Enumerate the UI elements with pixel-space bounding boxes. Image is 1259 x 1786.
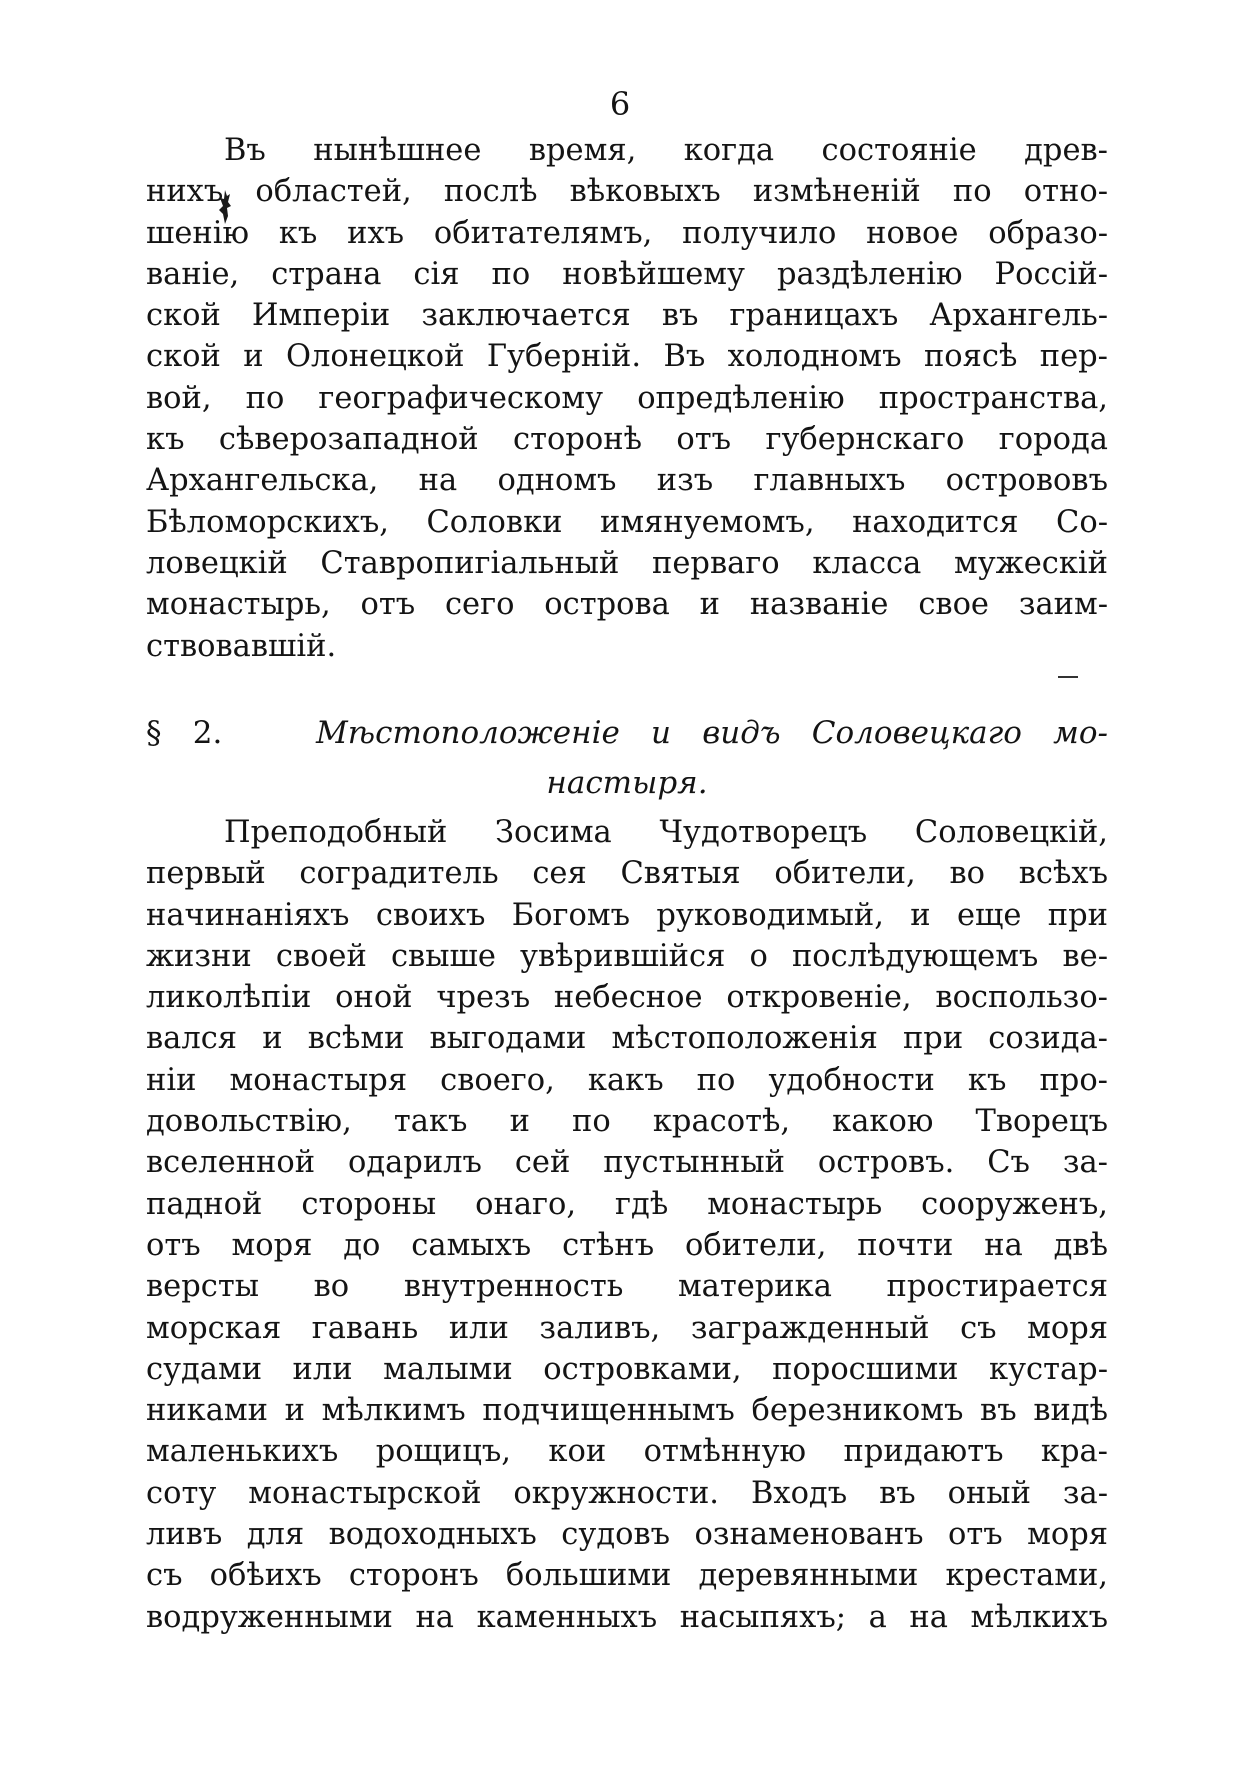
paragraph-2-line: ніи монастыря своего, какъ по удобности къ про- <box>146 1062 1108 1098</box>
dash-mark <box>1058 676 1078 678</box>
paragraph-1-line: ской Имперіи заключается въ границахъ Архангель- <box>146 298 1108 334</box>
paragraph-1-line: ваніе, страна сія по новѣйшему раздѣленію Россій- <box>146 256 1108 292</box>
paragraph-2-line: судами или малыми островками, поросшими кустар- <box>146 1351 1108 1387</box>
section-heading-line-1 <box>146 708 1108 758</box>
page-number: 6 <box>609 85 631 123</box>
paragraph-2-line: вселенной одарилъ сей пустынный островъ. Съ за- <box>146 1145 1108 1181</box>
paragraph-2-line: жизни своей свыше увѣрившійся о послѣдующемъ ве- <box>146 938 1108 974</box>
paragraph-1-line: шенію къ ихъ обитателямъ, получило новое образо- <box>146 215 1108 251</box>
section-number: § 2. <box>146 715 223 751</box>
paragraph-2-line: версты во внутренность материка простирается <box>146 1269 1108 1305</box>
paragraph-1 <box>146 130 1108 667</box>
paragraph-2-line: отъ моря до самыхъ стѣнъ обители, почти на двѣ <box>146 1227 1108 1263</box>
paragraph-2-line: довольствію, такъ и по красотѣ, какою Творецъ <box>146 1104 1108 1140</box>
paragraph-2-line: водруженными на каменныхъ насыпяхъ; а на мѣлкихъ <box>146 1599 1108 1635</box>
paragraph-2-line: съ обѣихъ сторонъ большими деревянными крестами, <box>146 1558 1108 1594</box>
paragraph-2 <box>146 812 1108 1638</box>
paragraph-1-line: Въ нынѣшнее время, когда состояніе древ- <box>224 133 1108 168</box>
paragraph-2-line: ливъ для водоходныхъ судовъ ознаменованъ отъ моря <box>146 1517 1108 1553</box>
paragraph-1-line: къ сѣверозападной сторонѣ отъ губернскаго города <box>146 422 1108 458</box>
paragraph-1-line: монастырь, отъ сего острова и названіе свое заим- <box>146 587 1108 623</box>
paragraph-1-line: ловецкій Ставропигіальный перваго класса мужескій <box>146 545 1108 581</box>
paragraph-1-line: вой, по географическому опредѣленію пространства, <box>146 380 1108 416</box>
paragraph-1-line: Бѣломорскихъ, Соловки имянуемомъ, находится Со- <box>146 504 1108 540</box>
section-heading-line-2: настыря. <box>546 765 708 801</box>
section-title: Мѣстоположеніе и видъ Соловецкаго мо- <box>316 715 1108 751</box>
paragraph-2-line: ликолѣпіи оной чрезъ небесное откровеніе, воспользо- <box>146 980 1108 1016</box>
paragraph-2-line: Преподобный Зосима Чудотворецъ Соловецкій, <box>224 815 1108 850</box>
paragraph-1-line: ствовавшій. <box>146 628 337 664</box>
paragraph-1-line: Архангельска, на одномъ изъ главныхъ острововъ <box>146 463 1108 499</box>
paragraph-2-line: никами и мѣлкимъ подчищеннымъ березникомъ въ видѣ <box>146 1393 1108 1429</box>
section-heading <box>146 708 1108 808</box>
paragraph-1-line: ской и Олонецкой Губерній. Въ холодномъ поясѣ пер- <box>146 339 1108 375</box>
paragraph-2-line: соту монастырской окружности. Входъ въ оный за- <box>146 1475 1108 1511</box>
paragraph-2-line: начинаніяхъ своихъ Богомъ руководимый, и еще при <box>146 897 1108 933</box>
paragraph-2-line: маленькихъ рощицъ, кои отмѣнную придаютъ кра- <box>146 1434 1108 1470</box>
paragraph-1-line: нихъ областей, послѣ вѣковыхъ измѣненій по отно- <box>146 174 1108 210</box>
paragraph-2-line: вался и всѣми выгодами мѣстоположенія при созида- <box>146 1021 1108 1057</box>
paragraph-2-line: падной стороны онаго, гдѣ монастырь сооруженъ, <box>146 1186 1108 1222</box>
paragraph-2-line: первый соградитель сея Святыя обители, во всѣхъ <box>146 856 1108 892</box>
paragraph-2-line: морская гавань или заливъ, загражденный съ моря <box>146 1310 1108 1346</box>
